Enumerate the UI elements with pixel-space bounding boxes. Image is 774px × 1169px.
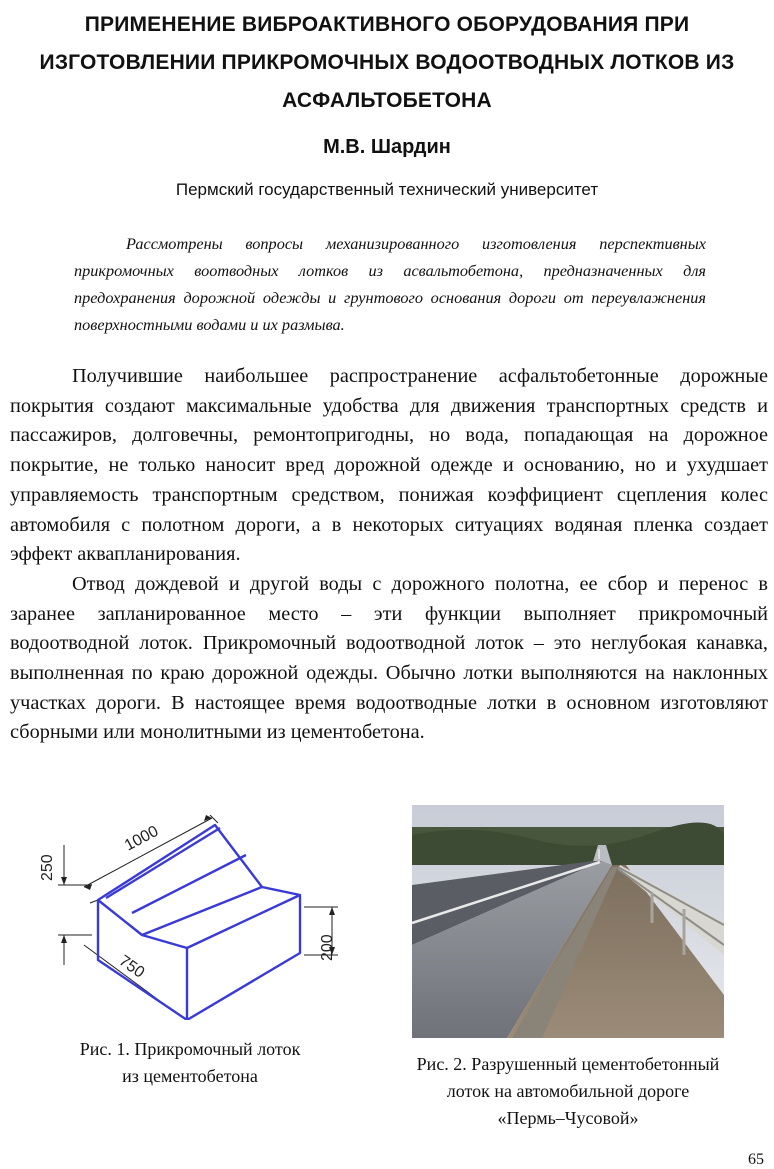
figure2-caption-line3: «Пермь–Чусовой» [497, 1108, 639, 1128]
body-text [10, 362, 768, 748]
figure2-caption-line2: лоток на автомобильной дороге [446, 1081, 690, 1101]
page-number: 65 [748, 1151, 764, 1168]
affiliation: Пермский государственный технический университет [175, 180, 599, 199]
figure2-caption [372, 1051, 764, 1132]
paragraph-1: Получившие наибольшее распространение асфальтобетонные дорожные покрытия создают максимальные удобства для движения транспортных средств и пассажиров, долговечны, ремонтопригодны, но вода, попадающая на дорожное покрытие, не только наносит вред дорожной одежде и основанию, но и ухудшает управляемость транспортным средством, понижая коэффициент сцепления колес автомобиля с полотном дороги, а в некоторых ситуациях водяная пленка создает эффект аквапланирования. [10, 365, 768, 566]
dim-height-right-label: 200 [319, 934, 336, 961]
road-photo [412, 805, 724, 1038]
abstract: Рассмотрены вопросы механизированного изготовления перспективных прикромочных воотводных лотков из асвальтобетона, предназначенных для предохранения дорожной одежды и грунтового основания дороги от переувлажнения поверхностными водами и их размыва. [74, 234, 706, 334]
dim-height-left-label: 250 [39, 854, 56, 881]
author-name: М.В. Шардин [323, 136, 451, 158]
figure1-caption-line2: из цементобетона [122, 1066, 258, 1086]
gutter-drawing [32, 815, 352, 1020]
dim-length-label: 1000 [121, 822, 162, 855]
figure2-caption-line1: Рис. 2. Разрушенный цементобетонный [416, 1054, 720, 1074]
paper-title: ПРИМЕНЕНИЕ ВИБРОАКТИВНОГО ОБОРУДОВАНИЯ ПРИ ИЗГОТОВЛЕНИИ ПРИКРОМОЧНЫХ ВОДООТВОДНЫХ ЛОТКОВ ИЗ АСФАЛЬТОБЕТОНА [39, 13, 735, 112]
paragraph-2: Отвод дождевой и другой воды с дорожного полотна, ее сбор и перенос в заранее запланированное место – эти функции выполняет прикромочный водоотводной лоток. Прикромочный водоотводной лоток – это неглубокая канавка, выполненная по краю дорожной одежды. Обычно лотки выполняются на наклонных участках дороги. В настоящее время водоотводные лотки в основном изготовляют сборными или монолитными из цементобетона. [10, 572, 768, 744]
figure1-caption [30, 1036, 350, 1090]
dim-width-label: 750 [115, 952, 148, 982]
figure1-caption-line1: Рис. 1. Прикромочный лоток [79, 1039, 301, 1059]
